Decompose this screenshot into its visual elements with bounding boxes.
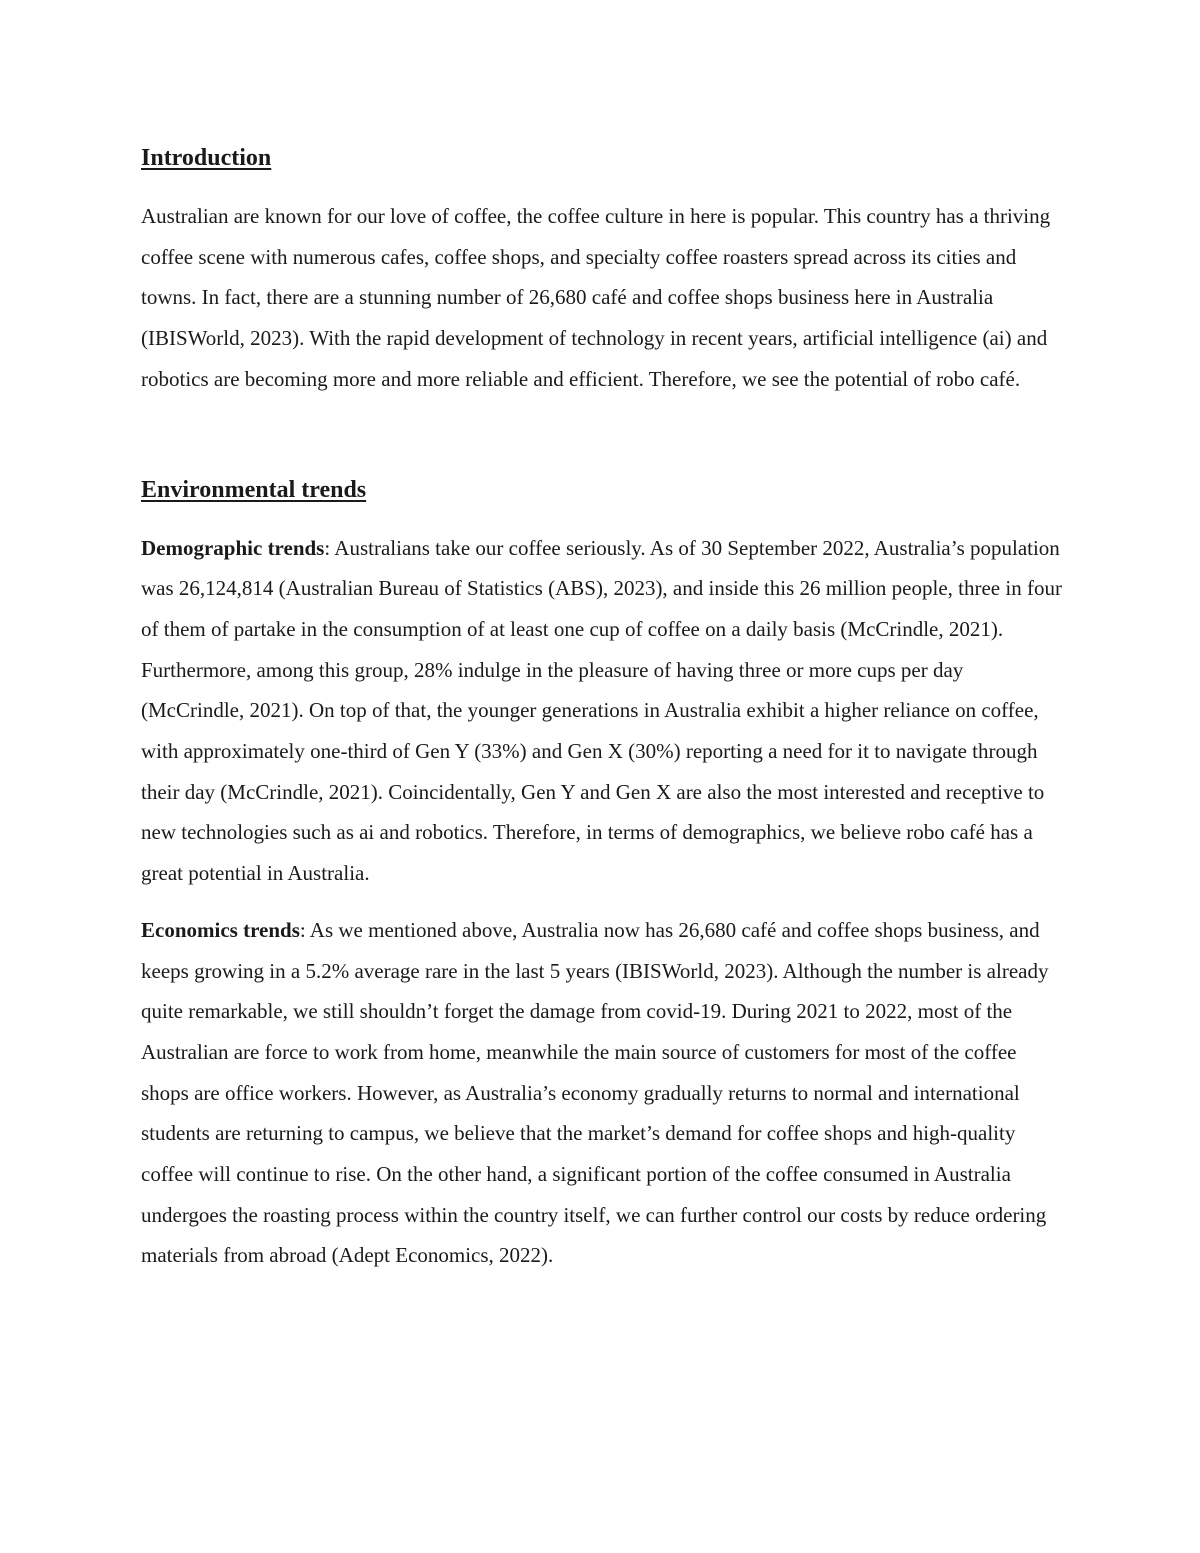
demographic-trends-text: : Australians take our coffee seriously. As of 30 September 2022, Australia’s population was 26,124,814 (Australian Bureau of Statistics (ABS), 2023), and inside this 26 million people, three in four of them of partake in the consumption of at least one cup of coffee on a daily basis (McCrindle, 2021). Furthermore, among this group, 28% indulge in the pleasure of having three or more cups per day (McCrindle, 2021). On top of that, the younger generations in Australia exhibit a higher reliance on coffee, with approximately one-third of Gen Y (33%) and Gen X (30%) reporting a need for it to navigate through their day (McCrindle, 2021). Coincidentally, Gen Y and Gen X are also the most interested and receptive to new technologies such as ai and robotics. Therefore, in terms of demographics, we believe robo café has a great potential in Australia. — [141, 535, 1062, 886]
economics-trends-text: : As we mentioned above, Australia now has 26,680 café and coffee shops business, and keeps growing in a 5.2% average rare in the last 5 years (IBISWorld, 2023). Although the number is already quite remarkable, we still shouldn’t forget the damage from covid-19. During 2021 to 2022, most of the Australian are force to work from home, meanwhile the main source of customers for most of the coffee shops are office workers. However, as Australia’s economy gradually returns to normal and international students are returning to campus, we believe that the market’s demand for coffee shops and high-quality coffee will continue to rise. On the other hand, a significant portion of the coffee consumed in Australia undergoes the roasting process within the country itself, we can further control our costs by reduce ordering materials from abroad (Adept Economics, 2022). — [141, 917, 1049, 1268]
introduction-paragraph: Australian are known for our love of coffee, the coffee culture in here is popular. This country has a thriving coffee scene with numerous cafes, coffee shops, and specialty coffee roasters spread across its cities and towns. In fact, there are a stunning number of 26,680 café and coffee shops business here in Australia (IBISWorld, 2023). With the rapid development of technology in recent years, artificial intelligence (ai) and robotics are becoming more and more reliable and efficient. Therefore, we see the potential of robo café. — [141, 204, 1051, 391]
economics-trends-label: Economics trends — [141, 917, 300, 942]
document-page — [141, 140, 1066, 1276]
environmental-trends-heading: Environmental trends — [141, 476, 367, 503]
demographic-trends-paragraph — [141, 528, 1066, 894]
introduction-heading: Introduction — [141, 145, 272, 171]
demographic-trends-label: Demographic trends — [141, 535, 325, 560]
economics-trends-paragraph — [141, 910, 1066, 1276]
